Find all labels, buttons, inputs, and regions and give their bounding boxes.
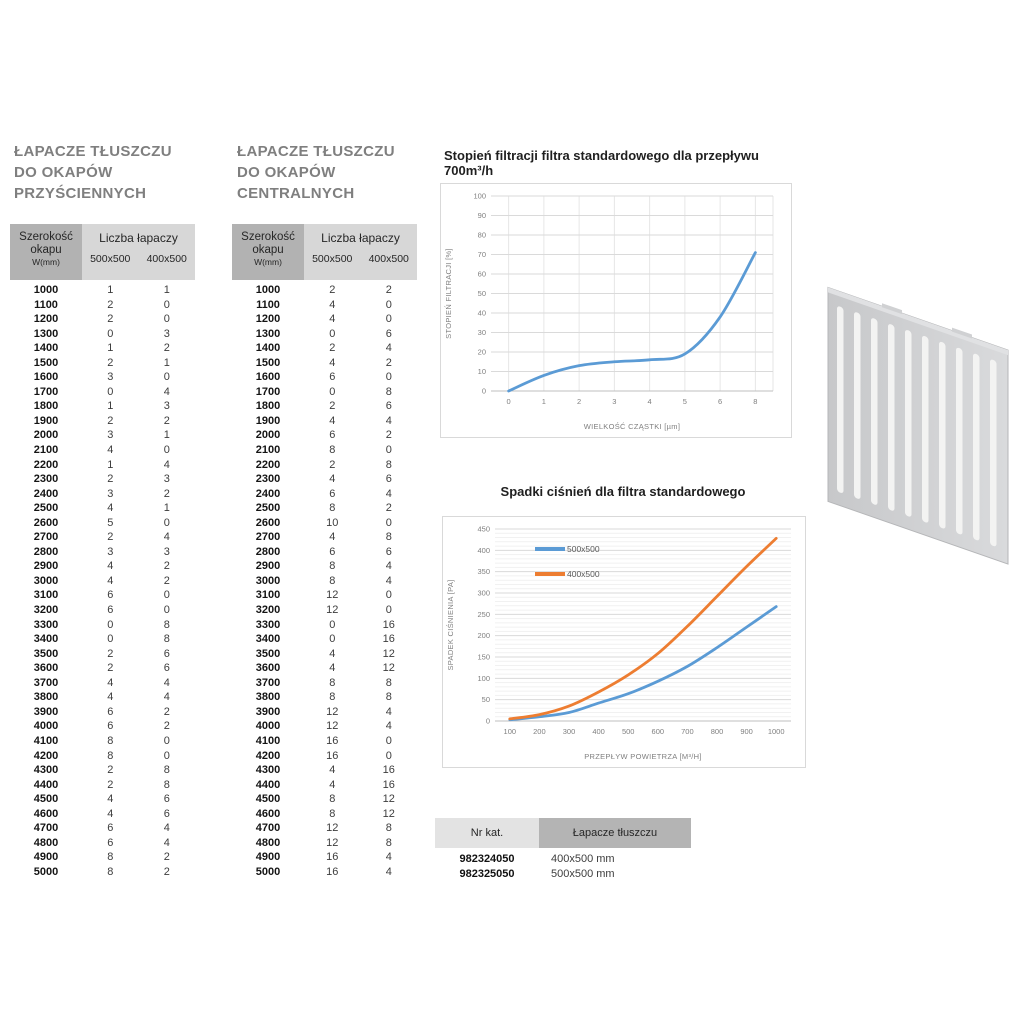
title-line: DO OKAPÓW (14, 164, 113, 181)
table-row: 1900 4 4 (255, 414, 392, 427)
table-row: 4300 2 8 (33, 764, 170, 777)
table-row: 4400 4 16 (255, 778, 395, 791)
table-row: 3000 4 2 (33, 574, 170, 587)
subheader-500x500: 500x500 (312, 253, 353, 265)
title-line: ŁAPACZE TŁUSZCZU (237, 143, 395, 160)
table-row: 2200 2 8 (255, 458, 392, 471)
table-row: 1000 1 1 (33, 284, 170, 296)
svg-text:90: 90 (477, 211, 486, 220)
table-row: 3400 0 16 (255, 633, 395, 646)
table-row: 3400 0 8 (33, 633, 170, 646)
table-row: 1200 2 0 (33, 313, 170, 326)
table-row: 1700 0 4 (33, 385, 170, 398)
header-text: Szerokość (19, 231, 73, 243)
header-text: Liczba łapaczy (99, 231, 178, 245)
table-row: 1000 2 2 (255, 284, 392, 296)
table-row: 2800 6 6 (255, 545, 392, 558)
title-line: ŁAPACZE TŁUSZCZU (14, 143, 172, 160)
table-row: 1200 4 0 (255, 313, 392, 326)
table-row: 3200 12 0 (255, 604, 392, 617)
table-row: 1500 2 1 (33, 356, 170, 369)
svg-text:350: 350 (477, 567, 490, 577)
svg-text:300: 300 (562, 727, 576, 736)
svg-text:400x500: 400x500 (567, 569, 600, 579)
header-text: W(mm) (32, 257, 60, 267)
table-row: 2700 2 4 (33, 531, 170, 544)
grease-filter-product-image (824, 284, 1020, 579)
svg-text:150: 150 (477, 652, 490, 662)
pressure-chart-frame (442, 516, 806, 768)
subheader-500x500: 500x500 (90, 253, 131, 265)
header-text: W(mm) (254, 257, 282, 267)
table-row: 3100 6 0 (33, 589, 170, 602)
svg-text:0: 0 (481, 386, 486, 396)
svg-text:20: 20 (477, 347, 486, 357)
central-hoods-title (237, 141, 395, 204)
table-row: 2400 3 2 (33, 487, 170, 500)
table-row: 1600 6 0 (255, 371, 392, 384)
title-line: DO OKAPÓW (237, 164, 336, 181)
table-row: 3700 4 4 (33, 676, 170, 689)
catalog-row: 982324050 400x500 mm (459, 853, 615, 865)
svg-text:0: 0 (485, 716, 490, 726)
table-row: 2200 1 4 (33, 458, 170, 471)
table-row: 1100 2 0 (34, 298, 170, 311)
table-header (232, 224, 417, 280)
header-text: okapu (30, 244, 62, 256)
header-text: Liczba łapaczy (321, 231, 400, 245)
svg-text:SPADEK CIŚNIENIA [PA]: SPADEK CIŚNIENIA [PA] (446, 579, 455, 671)
svg-text:60: 60 (477, 269, 486, 279)
svg-text:WIELKOŚĆ CZĄSTKI [µm]: WIELKOŚĆ CZĄSTKI [µm] (583, 422, 681, 431)
baffle-grease-filter-icon (824, 284, 1020, 574)
table-row: 3600 2 6 (33, 662, 170, 675)
filtration-chart-title: Stopień filtracji filtra standardowego dla przepływu 700m³/h (444, 148, 759, 178)
table-row: 4600 4 6 (33, 807, 170, 820)
svg-text:70: 70 (477, 250, 486, 259)
table-row: 1800 2 6 (255, 400, 392, 413)
table-row: 2800 3 3 (33, 545, 170, 558)
wall-table-body (10, 283, 195, 879)
title-line: PRZYŚCIENNYCH (14, 185, 147, 202)
table-row: 3700 8 8 (255, 676, 392, 689)
table-row: 3800 8 8 (255, 691, 392, 704)
column-header-catcher-count (82, 224, 195, 280)
table-row: 2400 6 4 (255, 487, 392, 500)
header-text: okapu (252, 244, 284, 256)
table-row: 1900 2 2 (33, 414, 170, 427)
svg-text:100: 100 (473, 191, 486, 201)
svg-text:50: 50 (481, 695, 490, 705)
table-row: 3200 6 0 (33, 604, 170, 617)
table-row: 3300 0 8 (33, 618, 170, 631)
central-table-body (232, 283, 417, 879)
svg-text:500x500: 500x500 (567, 544, 600, 554)
table-row: 1400 2 4 (255, 342, 392, 355)
svg-text:450: 450 (477, 524, 490, 534)
svg-text:200: 200 (533, 727, 546, 736)
filtration-line-chart (441, 184, 789, 435)
table-row: 4200 16 0 (255, 749, 392, 762)
svg-text:80: 80 (477, 230, 486, 240)
svg-text:10: 10 (477, 367, 486, 376)
table-row: 1400 1 2 (33, 342, 170, 355)
catalog-number-header: Nr kat. (435, 818, 539, 848)
wall-hoods-table (10, 224, 195, 879)
svg-text:700: 700 (681, 727, 694, 736)
pressure-chart-title: Spadki ciśnień dla filtra standardowego (500, 484, 746, 499)
table-row: 3000 8 4 (255, 574, 392, 587)
table-row: 2700 4 8 (255, 531, 392, 544)
table-row: 5000 16 4 (255, 865, 392, 878)
central-hoods-table (232, 224, 417, 879)
table-row: 4000 6 2 (33, 720, 170, 733)
svg-text:500: 500 (621, 727, 635, 736)
table-row: 5000 8 2 (33, 865, 170, 878)
table-row: 2600 5 0 (33, 516, 170, 529)
svg-text:5: 5 (682, 397, 687, 406)
table-row: 3900 6 2 (33, 705, 170, 718)
catalog-header (435, 818, 691, 848)
subheader-400x500: 400x500 (146, 253, 187, 265)
table-row: 2500 8 2 (255, 502, 392, 515)
svg-text:100: 100 (477, 673, 490, 683)
table-row: 4600 8 12 (255, 807, 395, 820)
table-row: 1700 0 8 (255, 385, 392, 398)
table-row: 4400 2 8 (33, 778, 170, 791)
svg-text:400: 400 (477, 545, 490, 555)
svg-text:250: 250 (477, 609, 490, 619)
table-row: 2000 3 1 (33, 429, 170, 442)
table-row: 3500 4 12 (255, 647, 395, 660)
table-row: 3300 0 16 (255, 618, 395, 631)
catalog-row: 982325050 500x500 mm (459, 868, 615, 880)
table-row: 4700 6 4 (33, 822, 170, 835)
table-row: 4200 8 0 (33, 749, 170, 762)
svg-text:100: 100 (503, 727, 517, 736)
subheader-400x500: 400x500 (368, 253, 409, 265)
table-row: 3900 12 4 (255, 705, 392, 718)
table-row: 3800 4 4 (33, 691, 170, 704)
svg-text:300: 300 (477, 588, 490, 598)
table-row: 2000 6 2 (255, 429, 392, 442)
table-row: 1300 0 3 (33, 327, 170, 340)
svg-text:8: 8 (753, 397, 758, 406)
svg-text:3: 3 (612, 397, 617, 406)
table-row: 4800 12 8 (255, 836, 392, 849)
filtration-chart-frame (440, 183, 792, 438)
table-row: 1100 4 0 (256, 298, 392, 311)
column-header-catcher-count (304, 224, 417, 280)
table-row: 4900 16 4 (255, 851, 392, 864)
table-row: 4300 4 16 (255, 764, 395, 777)
table-row: 4500 8 12 (255, 793, 395, 806)
table-row: 1500 4 2 (255, 356, 392, 369)
svg-text:1: 1 (541, 397, 546, 406)
table-row: 4500 4 6 (33, 793, 170, 806)
svg-text:PRZEPŁYW POWIETRZA [M³/H]: PRZEPŁYW POWIETRZA [M³/H] (584, 752, 702, 761)
table-row: 2600 10 0 (255, 516, 392, 529)
table-row: 2900 8 4 (255, 560, 392, 573)
table-row: 3600 4 12 (255, 662, 395, 675)
table-row: 2500 4 1 (33, 502, 170, 515)
column-header-hood-width (232, 224, 304, 280)
table-row: 1300 0 6 (255, 327, 392, 340)
svg-text:900: 900 (740, 727, 753, 736)
column-header-hood-width (10, 224, 82, 280)
svg-text:4: 4 (647, 397, 652, 406)
svg-text:600: 600 (651, 727, 665, 736)
table-row: 2300 4 6 (255, 473, 392, 486)
table-row: 2900 4 2 (33, 560, 170, 573)
table-header (10, 224, 195, 280)
pressure-line-chart (443, 517, 803, 765)
table-row: 4100 16 0 (255, 734, 392, 747)
svg-text:400: 400 (592, 727, 605, 736)
svg-text:0: 0 (506, 397, 511, 406)
table-row: 4000 12 4 (255, 720, 392, 733)
svg-text:6: 6 (718, 397, 723, 406)
table-row: 1600 3 0 (33, 371, 170, 384)
catalog-table (435, 818, 691, 882)
table-row: 3500 2 6 (33, 647, 170, 660)
table-row: 4700 12 8 (255, 822, 392, 835)
catalog-product-header: Łapacze tłuszczu (539, 818, 691, 848)
catalog-body (435, 852, 691, 882)
svg-text:STOPIEŃ FILTRACJI [%]: STOPIEŃ FILTRACJI [%] (444, 248, 453, 339)
table-row: 4900 8 2 (33, 851, 170, 864)
svg-text:1000: 1000 (767, 727, 785, 736)
table-row: 2100 4 0 (33, 444, 170, 457)
table-row: 4800 6 4 (33, 836, 170, 849)
table-row: 2100 8 0 (255, 444, 392, 457)
svg-text:2: 2 (577, 397, 582, 406)
table-row: 4100 8 0 (33, 734, 170, 747)
title-line: CENTRALNYCH (237, 185, 355, 202)
svg-text:40: 40 (477, 308, 486, 318)
svg-text:200: 200 (477, 631, 490, 641)
header-text: Szerokość (241, 231, 295, 243)
wall-hoods-title (14, 141, 172, 204)
table-row: 2300 2 3 (33, 473, 170, 486)
table-row: 1800 1 3 (33, 400, 170, 413)
table-row: 3100 12 0 (255, 589, 392, 602)
svg-text:800: 800 (710, 727, 724, 736)
svg-text:30: 30 (477, 328, 486, 337)
svg-text:50: 50 (477, 289, 486, 298)
